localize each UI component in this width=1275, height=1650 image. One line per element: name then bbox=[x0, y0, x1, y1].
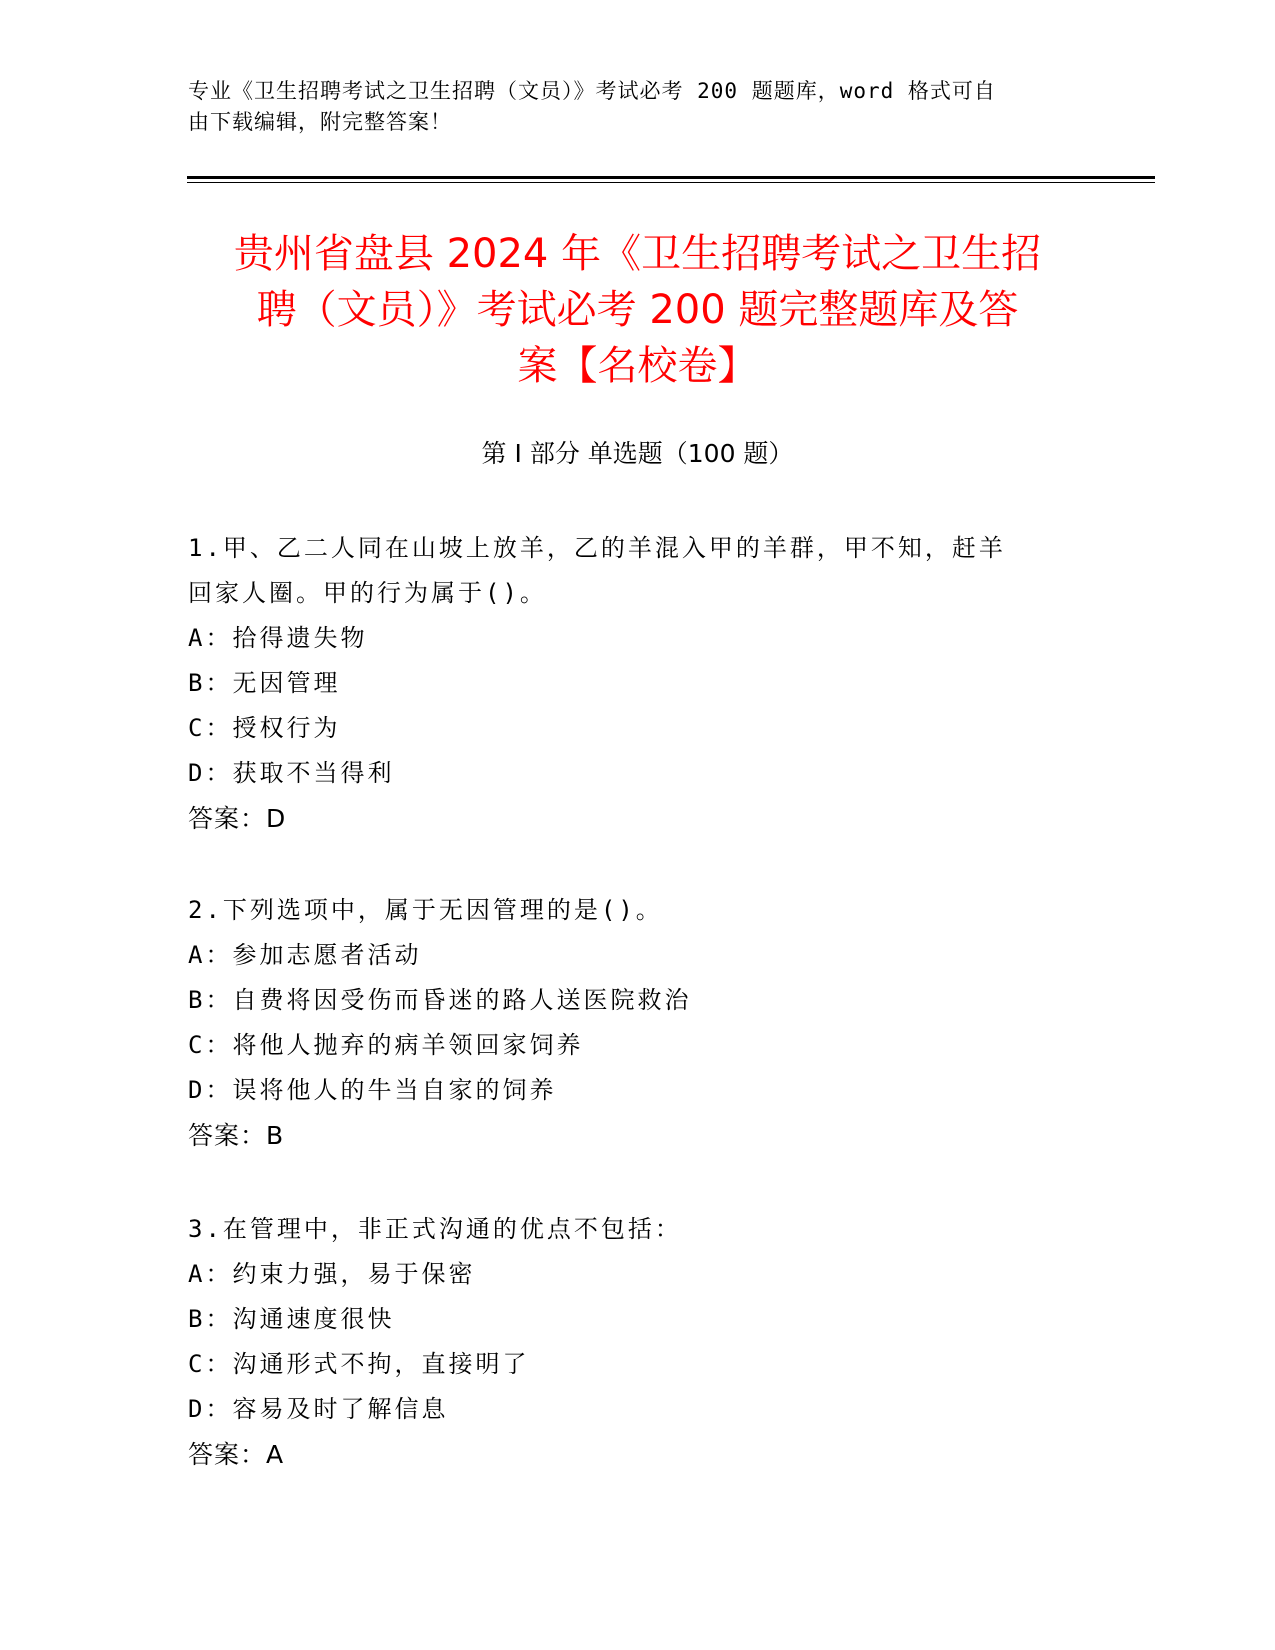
question-list bbox=[188, 526, 1088, 1477]
question-stem: 3.在管理中，非正式沟通的优点不包括： bbox=[188, 1215, 682, 1243]
section-heading: 第 I 部分 单选题（100 题） bbox=[481, 439, 794, 468]
option-d: D：误将他人的牛当自家的饲养 bbox=[188, 1076, 557, 1104]
option-a: A：约束力强，易于保密 bbox=[188, 1260, 476, 1288]
option-d: D：容易及时了解信息 bbox=[188, 1395, 449, 1423]
question-item bbox=[188, 526, 1088, 841]
header-divider-thin bbox=[187, 182, 1155, 183]
option-b: B：自费将因受伤而昏迷的路人送医院救治 bbox=[188, 986, 692, 1014]
option-c: C：将他人抛弃的病羊领回家饲养 bbox=[188, 1031, 584, 1059]
option-c: C：授权行为 bbox=[188, 714, 341, 742]
option-d: D：获取不当得利 bbox=[188, 759, 395, 787]
header-note-line: 专业《卫生招聘考试之卫生招聘（文员）》考试必考 200 题题库，word 格式可自 bbox=[188, 79, 996, 103]
option-a: A：拾得遗失物 bbox=[188, 624, 368, 652]
question-stem: 2.下列选项中，属于无因管理的是()。 bbox=[188, 896, 663, 924]
answer-line: 答案：D bbox=[188, 804, 287, 833]
question-item bbox=[188, 888, 1088, 1158]
title-line: 贵州省盘县 2024 年《卫生招聘考试之卫生招 bbox=[233, 231, 1042, 277]
answer-line: 答案：A bbox=[188, 1440, 285, 1469]
document-title bbox=[170, 226, 1105, 394]
header-note-line: 由下载编辑，附完整答案！ bbox=[188, 110, 452, 134]
header-note bbox=[188, 76, 1068, 138]
question-gap bbox=[188, 1158, 1088, 1207]
title-line: 案【名校卷】 bbox=[517, 343, 758, 389]
header-divider-thick bbox=[187, 176, 1155, 179]
question-gap bbox=[188, 841, 1088, 888]
question-item bbox=[188, 1207, 1088, 1477]
option-b: B：沟通速度很快 bbox=[188, 1305, 395, 1333]
option-b: B：无因管理 bbox=[188, 669, 341, 697]
question-stem: 1.甲、乙二人同在山坡上放羊，乙的羊混入甲的羊群，甲不知，赶羊 bbox=[188, 534, 1006, 562]
title-line: 聘（文员）》考试必考 200 题完整题库及答 bbox=[256, 287, 1019, 333]
answer-line: 答案：B bbox=[188, 1121, 285, 1150]
option-a: A：参加志愿者活动 bbox=[188, 941, 422, 969]
option-c: C：沟通形式不拘，直接明了 bbox=[188, 1350, 530, 1378]
question-stem: 回家人圈。甲的行为属于()。 bbox=[188, 579, 547, 607]
